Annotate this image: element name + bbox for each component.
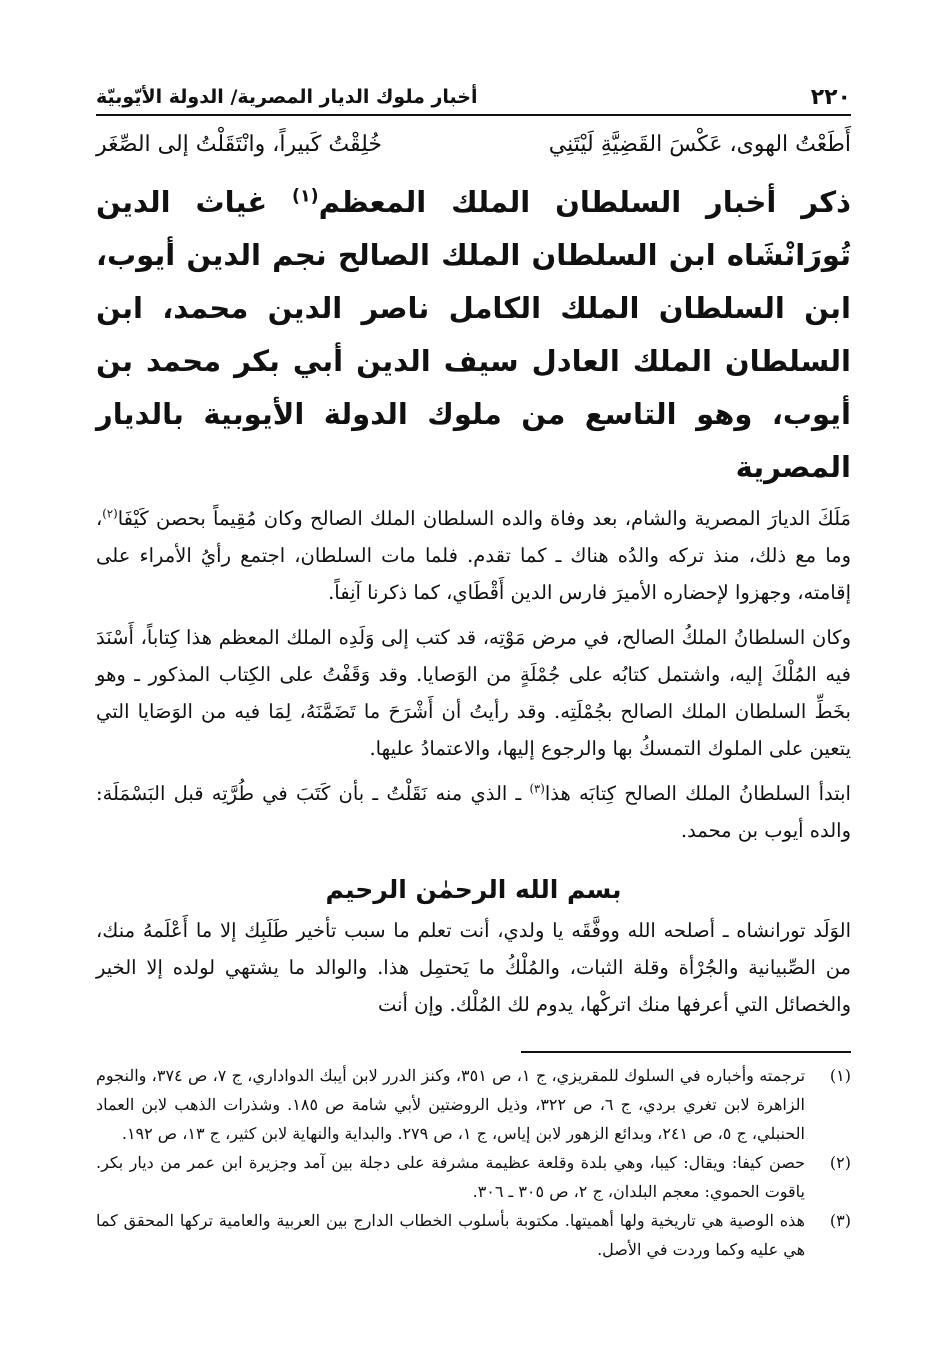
chapter-heading-text-continued: غياث الدين تُورَانْشَاه ابن السلطان الملك الصالح نجم الدين أيوب، ابن السلطان الملك الكامل ناصر الدين محمد، ابن السلطان الملك العادل سيف الدين أبي بكر محمد بن أيوب، وهو التاسع من ملوك الدولة الأيوبية بالديار المصرية <box>96 185 851 484</box>
footnote-text: حصن كيفا: ويقال: كيبا، وهي بلدة وقلعة عظيمة مشرفة على دجلة بين آمد وجزيرة ابن عمر من ديار بكر. ياقوت الحموي: معجم البلدان، ج ٢، ص ٣٠٥ ـ ٣٠٦. <box>96 1153 806 1201</box>
footnotes <box>96 1061 851 1264</box>
footnote-marker: (١) <box>829 1066 851 1085</box>
footnote-text: هذه الوصية هي تاريخية ولها أهميتها. مكتوبة بأسلوب الخطاب الدارج بين العربية والعامية تركها المحقق كما هي عليه وكما وردت في الأصل. <box>96 1211 805 1259</box>
verse-hemistich-left: خُلِقْتُ كَبيراً، وانْتَقَلْتُ إلى الصِّغَر <box>96 132 382 157</box>
footnote-marker: (٢) <box>829 1153 851 1172</box>
running-title: أخبار ملوك الديار المصرية/ الدولة الأيّوبيّة <box>96 86 478 108</box>
paragraph-text: ، وما مع ذلك، منذ تركه والدُه هناك ـ كما تقدم. فلما مات السلطان، اجتمع رأيُ الأمراء على إقامته، وجهزوا لإحضاره الأميرَ فارس الدين أَقْطَاي، كما ذكرنا آنِفاً. <box>96 507 851 604</box>
book-page <box>96 70 851 1327</box>
footnote-item <box>96 1061 851 1148</box>
basmala: بسم الله الرحمٰن الرحيم <box>325 875 622 904</box>
body-paragraph <box>96 775 851 849</box>
footnote-marker: (٣) <box>829 1211 851 1230</box>
page-header <box>96 70 851 116</box>
footnote-item <box>96 1206 851 1264</box>
body-paragraph <box>96 500 851 611</box>
verse-hemistich-right: أَطَعْتُ الهوى، عَكْسَ القَضِيَّةِ لَيْتَنِي <box>548 132 851 157</box>
page-number: ٢٢٠ <box>810 85 851 110</box>
chapter-heading <box>96 176 851 494</box>
footnote-divider <box>521 1051 851 1053</box>
footnote-text: ترجمته وأخباره في السلوك للمقريزي، ج ١، ص ٣٥١، وكنز الدرر لابن أيبك الدواداري، ج ٧، ص ٣٧٤، والنجوم الزاهرة لابن تغري بردي، ج ٦، ص ٣٢٢، وذيل الروضتين لأبي شامة ص ١٨٥. وشذرات الذهب لابن العماد الحنبلي، ج ٥، ص ٢٤١، وبدائع الزهور لابن إياس، ج ١، ص ٢٧٩. والبداية والنهاية لابن كثير، ج ١٣، ص ١٩٢. <box>96 1066 806 1143</box>
footnote-item <box>96 1148 851 1206</box>
footnote-reference[interactable]: (٢) <box>102 506 118 521</box>
paragraph-text: ـ الذي منه نَقَلْتُ ـ بأن كَتَبَ في طُرَّتِه قبل البَسْمَلَة: والده أيوب بن محمد. <box>96 782 851 842</box>
chapter-heading-text: ذكر أخبار السلطان الملك المعظم <box>318 185 851 219</box>
body-paragraph: وكان السلطانُ الملكُ الصالح، في مرض مَوْتِه، قد كتب إلى وَلَدِه الملك المعظم هذا كِتاباً، أَسْنَدَ فيه المُلْكَ إليه، واشتمل كتابُه على جُمْلَةٍ من الوَصايا. وقد وَقَفْتُ على الكِتاب المذكور ـ وهو بخَطِّ السلطان الملك الصالح بجُمْلَتِه. وقد رأيتُ أن أَشْرَحَ ما تَضَمَّنَهُ، لِمَا فيه من الوَصَايا التي يتعين على الملوك التمسكُ بها والرجوع إليها، والاعتمادُ عليها. <box>96 626 851 760</box>
body-paragraph: الوَلَد تورانشاه ـ أصلحه الله ووفَّقَه يا ولدي، أنت تعلم ما سبب تأخير طَلَبِك إلا ما أَعْلَمهُ منك، من الصِّبيانية والجُرْأة وقلة الثبات، والمُلْكُ ما يَحتمِل هذا. والوالد ما يشتهي لولده إلا الخير والخصائل التي أعرفها منك اتركْها، يدوم لك المُلْك. وإن أنت <box>96 919 851 1016</box>
paragraph-text: ابتدأ السلطانُ الملك الصالح كِتابَه هذا <box>544 782 851 805</box>
footnote-reference[interactable]: (٣) <box>529 781 545 796</box>
paragraph-text: مَلَكَ الديارَ المصرية والشام، بعد وفاة والده السلطان الملك الصالح وكان مُقِيماً بحصن كَيْفَا <box>117 507 851 530</box>
poem-verse <box>96 128 851 162</box>
footnote-reference[interactable]: (١) <box>292 186 319 207</box>
